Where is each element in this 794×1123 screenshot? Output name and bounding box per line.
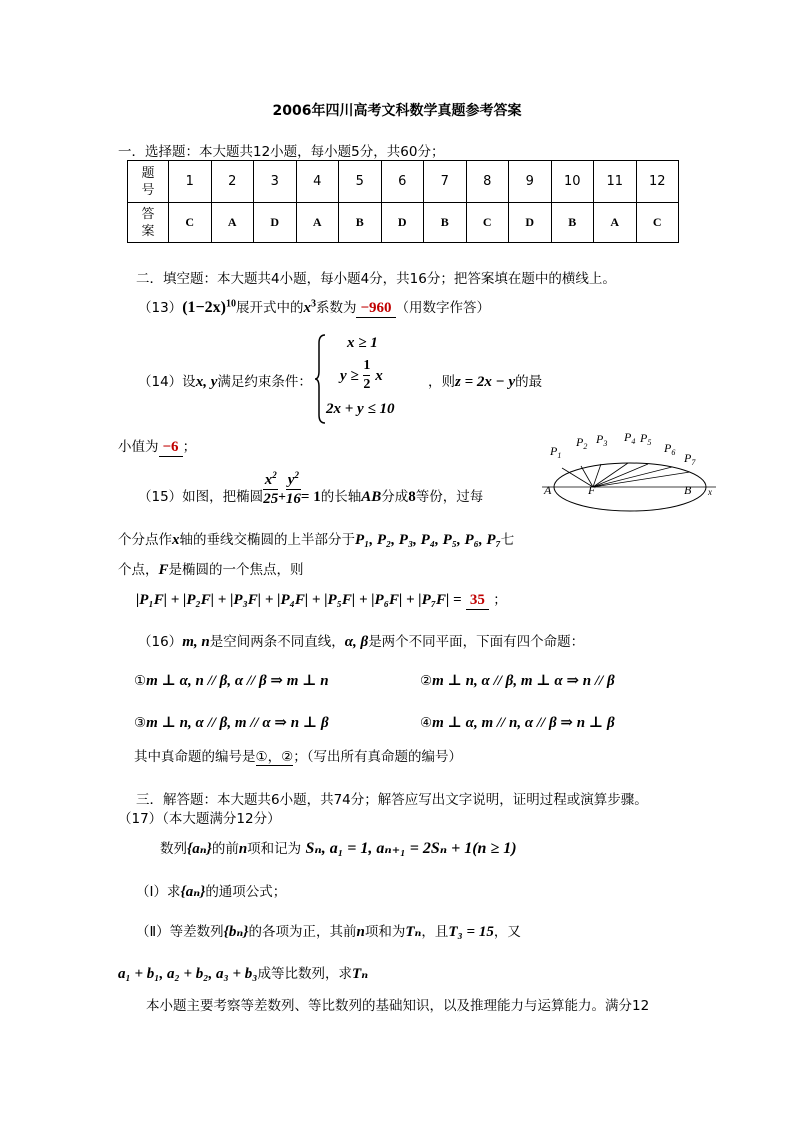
table-header-answer: 答 案 [128, 203, 169, 243]
constraint-2: y ≥ $\frac{1}{2}$ x [340, 358, 383, 392]
segment-p4 [593, 463, 628, 487]
section1-heading: 一．选择题：本大题共12小题，每小题5分，共60分； [118, 144, 445, 160]
table-cell: 2 [211, 161, 254, 203]
label-f: F [588, 483, 596, 497]
section2-heading: 二．填空题：本大题共4小题，每小题4分，共16分；把答案填在题中的横线上。 [136, 271, 616, 287]
constraint-1: x ≥ 1 [347, 335, 378, 351]
label-p4: $P_4$ [624, 430, 636, 446]
proposition-4: ④m ⊥ α, m // n, α // β ⇒ n ⊥ β [420, 715, 615, 731]
q13: $(13)(1-2x)^{10}$展开式中的$x^3$系数为 −960 （用数字作答） [138, 298, 491, 316]
table-cell: 4 [296, 161, 339, 203]
q16-result: 其中真命题的编号是①，②；（写出所有真命题的编号） [134, 745, 462, 766]
label-p5: $P_5$ [640, 431, 652, 447]
q14-answer: −6 [159, 439, 183, 457]
label-b: B [684, 483, 692, 497]
q14-intro: （14）设x, y满足约束条件： [138, 374, 312, 390]
q13-answer: −960 [356, 300, 395, 318]
table-row-answers [128, 203, 679, 243]
page-title: 2006年四川高考文科数学真题参考答案 [272, 103, 522, 119]
table-cell: 1 [169, 161, 212, 203]
table-header-number: 题 号 [128, 161, 169, 203]
table-cell: 10 [551, 161, 594, 203]
proposition-2: ②m ⊥ n, α // β, m ⊥ α ⇒ n // β [420, 673, 615, 689]
table-cell: B [424, 203, 467, 243]
q17-title: （17）（本大题满分12分） [118, 811, 281, 827]
table-cell: 9 [509, 161, 552, 203]
q15-line3: 个点，F是椭圆的一个焦点，则 [118, 562, 304, 578]
table-cell: C [636, 203, 679, 243]
q17-part2: （Ⅱ）等差数列{bₙ}的各项为正，其前n项和为Tₙ，且T₃ = 15，又 [136, 924, 521, 940]
label-p1: $P_1$ [550, 444, 562, 460]
segment-p7 [593, 472, 690, 487]
q15-sum: |P₁F| + |P₂F| + |P₃F| + |P₄F| + |P₅F| + |P₆F| + |P₇F| = 35 ； [136, 592, 507, 608]
table-cell: 6 [381, 161, 424, 203]
q17-line1: 数列{aₙ}的前n项和记为 Sₙ, a₁ = 1, aₙ₊₁ = 2Sₙ + 1(n ≥ 1) [160, 840, 517, 857]
q15-line2: 个分点作x轴的垂线交椭圆的上半部分于P₁, P₂, P₃, P₄, P₅, P₆, P₇七 [118, 532, 515, 548]
label-x: x [708, 487, 712, 497]
section3-heading: 三．解答题：本大题共6小题，共74分；解答应写出文字说明，证明过程或演算步骤。 [136, 792, 648, 808]
table-row-numbers [128, 161, 679, 203]
table-cell: 8 [466, 161, 509, 203]
q16-answer: ①，② [256, 745, 294, 766]
label-a: A [544, 483, 552, 497]
q14-objective: ，则z = 2x − y的最 [428, 374, 543, 390]
table-cell: A [211, 203, 254, 243]
label-p6: $P_6$ [664, 441, 676, 457]
q17-part1: （Ⅰ）求{aₙ}的通项公式； [136, 884, 287, 900]
q16-intro: （16）m, n是空间两条不同直线，α, β是两个不同平面，下面有四个命题： [138, 634, 585, 650]
table-cell: 7 [424, 161, 467, 203]
table-cell: 12 [636, 161, 679, 203]
table-cell: D [381, 203, 424, 243]
table-cell: C [466, 203, 509, 243]
label-p2: $P_2$ [576, 435, 588, 451]
q15-line1: （15）如图，把椭圆 $\frac{x^2}{25}$ + $\frac{y^2}{16}$ = 1的长轴AB分成8等份，过每 [138, 466, 483, 506]
table-cell: D [509, 203, 552, 243]
label-p3: $P_3$ [596, 432, 608, 448]
answer-table [127, 160, 679, 243]
table-cell: 3 [254, 161, 297, 203]
table-cell: A [296, 203, 339, 243]
table-cell: B [339, 203, 382, 243]
proposition-3: ③m ⊥ n, α // β, m // α ⇒ n ⊥ β [134, 715, 329, 731]
table-cell: A [594, 203, 637, 243]
q14-result: 小值为 −6 ； [118, 439, 197, 455]
q15-answer: 35 [466, 592, 489, 610]
table-cell: C [169, 203, 212, 243]
ellipse-figure [538, 425, 718, 521]
q17-part2-cont: a₁ + b₁, a₂ + b₂, a₃ + b₃成等比数列，求Tₙ [118, 966, 369, 982]
constraint-3: 2x + y ≤ 10 [326, 401, 395, 417]
table-cell: B [551, 203, 594, 243]
q17-note: 本小题主要考察等差数列、等比数列的基础知识，以及推理能力与运算能力。满分12 [146, 998, 650, 1014]
proposition-1: ①m ⊥ α, n // β, α // β ⇒ m ⊥ n [134, 673, 329, 689]
table-cell: 11 [594, 161, 637, 203]
table-cell: D [254, 203, 297, 243]
table-cell: 5 [339, 161, 382, 203]
label-p7: $P_7$ [684, 451, 696, 467]
